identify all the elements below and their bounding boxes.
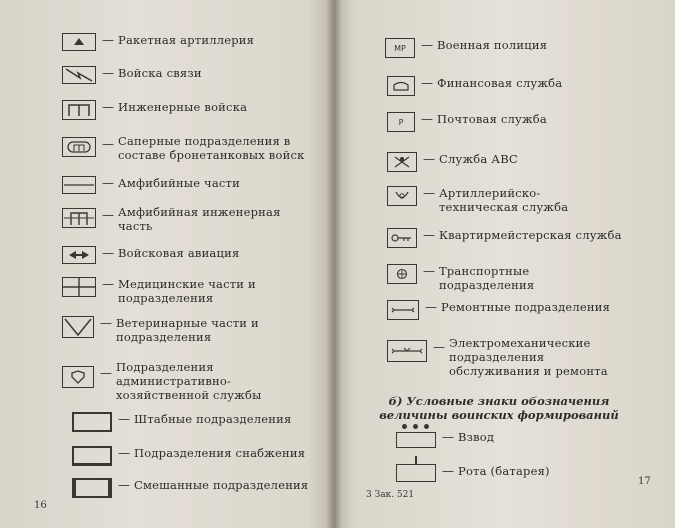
entry-veterinary-units: — Ветеринарные части и подразделения xyxy=(62,316,286,344)
mixed-units-symbol xyxy=(72,478,112,498)
entry-armored-sapper: — Саперные подразделения в составе бронетанковых войск xyxy=(62,134,318,162)
rocket-artillery-symbol xyxy=(62,33,96,51)
entry-ordnance-service: — Артиллерийско-техническая служба xyxy=(387,186,609,214)
entry-company: — Рота (батарея) xyxy=(396,456,550,482)
amphibious-engineer-symbol xyxy=(62,208,96,228)
armored-sapper-label: Саперные подразделения в составе бронетанковых войск xyxy=(118,134,305,162)
entry-amphibious-engineer: — Амфибийная инженерная часть xyxy=(62,205,288,233)
platoon-symbol xyxy=(396,424,436,448)
repair-units-label: Ремонтные подразделения xyxy=(441,300,611,314)
engineer-troops-symbol xyxy=(62,100,96,120)
right-page-number: 17 xyxy=(638,476,651,487)
company-label: Рота (батарея) xyxy=(458,464,550,478)
headquarters-units-label: Штабные подразделения xyxy=(134,412,292,426)
entry-military-police: MP — Военная полиция xyxy=(385,38,547,58)
medical-units-symbol xyxy=(62,277,96,297)
ordnance-service-symbol xyxy=(387,186,417,206)
veterinary-units-label: Ветеринарные части и подразделения xyxy=(116,316,259,344)
signal-troops-label: Войска связи xyxy=(118,66,202,80)
entry-signal-troops: — Войска связи xyxy=(62,66,202,84)
postal-service-symbol: P xyxy=(387,112,415,132)
entry-supply-units: — Подразделения снабжения xyxy=(72,446,305,466)
entry-engineer-troops: — Инженерные войска xyxy=(62,100,247,120)
amphibious-units-symbol xyxy=(62,176,96,194)
postal-service-label: Почтовая служба xyxy=(437,112,547,126)
abc-service-symbol xyxy=(387,152,417,172)
book-gutter xyxy=(326,0,342,528)
entry-transport-units: — Транспортные подразделения xyxy=(387,264,619,292)
military-police-symbol: MP xyxy=(385,38,415,58)
abc-service-label: Служба АВС xyxy=(439,152,518,166)
entry-rocket-artillery: — Ракетная артиллерия xyxy=(62,33,254,51)
quartermaster-service-label: Квартирмейстерская служба xyxy=(439,228,622,242)
armored-sapper-symbol xyxy=(62,137,96,157)
entry-mixed-units: — Смешанные подразделения xyxy=(72,478,308,498)
headquarters-units-symbol xyxy=(72,412,112,432)
finance-service-symbol xyxy=(387,76,415,96)
electromechanical-units-symbol xyxy=(387,340,427,362)
platoon-label: Взвод xyxy=(458,430,495,444)
size-section-heading: б) Условные знаки обозначения величины воинских формирований xyxy=(379,394,619,422)
army-aviation-symbol xyxy=(62,246,96,264)
entry-finance-service: — Финансовая служба xyxy=(387,76,562,96)
entry-platoon: — Взвод xyxy=(396,424,494,448)
army-aviation-label: Войсковая авиация xyxy=(118,246,240,260)
entry-administrative-service: — Подразделения административно-хозяйственной службы xyxy=(62,360,286,402)
company-symbol xyxy=(396,456,436,482)
rocket-artillery-label: Ракетная артиллерия xyxy=(118,33,255,47)
supply-units-symbol xyxy=(72,446,112,466)
entry-postal-service: P — Почтовая служба xyxy=(387,112,547,132)
entry-electromechanical-units: — Электромеханические подразделения обслуживания и ремонта xyxy=(387,336,629,378)
entry-headquarters-units: — Штабные подразделения xyxy=(72,412,292,432)
footer-print-note: 3 Зак. 521 xyxy=(366,490,415,500)
electromechanical-units-label: Электромеханические подразделения обслуживания и ремонта xyxy=(449,336,608,378)
veterinary-units-symbol xyxy=(62,316,94,338)
entry-abc-service: — Служба АВС xyxy=(387,152,518,172)
quartermaster-service-symbol xyxy=(387,228,417,248)
transport-units-label: Транспортные подразделения xyxy=(439,264,535,292)
left-page-number: 16 xyxy=(34,500,47,511)
engineer-troops-label: Инженерные войска xyxy=(118,100,248,114)
entry-quartermaster-service: — Квартирмейстерская служба xyxy=(387,228,622,248)
transport-units-symbol xyxy=(387,264,417,284)
signal-troops-symbol xyxy=(62,66,96,84)
entry-repair-units: — Ремонтные подразделения xyxy=(387,300,610,320)
administrative-service-label: Подразделения административно-хозяйственной службы xyxy=(116,360,262,402)
finance-service-label: Финансовая служба xyxy=(437,76,563,90)
administrative-service-symbol xyxy=(62,366,94,388)
entry-medical-units: — Медицинские части и подразделения xyxy=(62,277,288,305)
medical-units-label: Медицинские части и подразделения xyxy=(118,277,256,305)
repair-units-symbol xyxy=(387,300,419,320)
amphibious-units-label: Амфибийные части xyxy=(118,176,240,190)
amphibious-engineer-label: Амфибийная инженерная часть xyxy=(118,205,281,233)
ordnance-service-label: Артиллерийско-техническая служба xyxy=(439,186,569,214)
mixed-units-label: Смешанные подразделения xyxy=(134,478,309,492)
military-police-label: Военная полиция xyxy=(437,38,548,52)
entry-army-aviation: — Войсковая авиация xyxy=(62,246,239,264)
supply-units-label: Подразделения снабжения xyxy=(134,446,306,460)
entry-amphibious-units: — Амфибийные части xyxy=(62,176,240,194)
